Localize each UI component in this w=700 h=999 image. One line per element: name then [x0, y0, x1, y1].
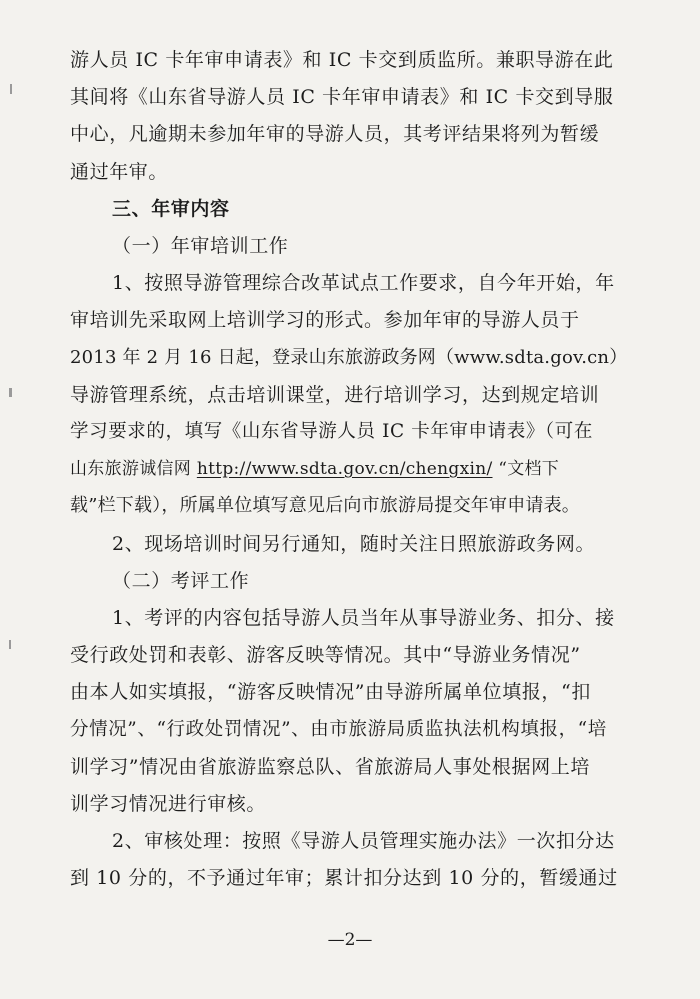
text-line	[70, 676, 700, 708]
text-line-content: 2013 年 2 月 16 日起，登录山东旅游政务网（www.sdta.gov.cn）	[70, 347, 628, 368]
text-line	[112, 267, 700, 299]
text-line-content: 训学习”情况由省旅游监察总队、省旅游局人事处根据网上培	[70, 756, 590, 778]
text-line	[70, 862, 700, 894]
text-line	[70, 304, 700, 336]
text-line	[70, 44, 670, 76]
subsection-heading-text: （一）年审培训工作	[112, 235, 289, 257]
section-heading-text: 三、年审内容	[112, 198, 230, 220]
text-line-content: 1、按照导游管理综合改革试点工作要求，自今年开始，年	[112, 272, 615, 294]
text-line-content: 训学习情况进行审核。	[70, 793, 267, 815]
section-heading	[112, 193, 700, 225]
text-line-content: 载”栏下载），所属单位填写意见后向市旅游局提交年审申请表。	[70, 495, 580, 516]
text-line-content: 通过年审。	[70, 161, 169, 183]
text-line	[70, 156, 700, 188]
text-line-content: 山东旅游诚信网	[70, 459, 192, 479]
page-number: —2—	[327, 930, 373, 950]
scan-mark	[9, 388, 12, 397]
text-line-content: 受行政处罚和表彰、游客反映等情况。其中“导游业务情况”	[70, 644, 581, 666]
text-line-content: 导游管理系统，点击培训课堂，进行培训学习，达到规定培训	[70, 384, 600, 406]
text-line-content: 中心，凡逾期未参加年审的导游人员，其考评结果将列为暂缓	[70, 123, 600, 145]
text-line-content: 游人员 IC 卡年审申请表》和 IC 卡交到质监所。兼职导游在此	[70, 49, 614, 71]
text-line	[70, 751, 700, 783]
subsection-heading-text: （二）考评工作	[112, 570, 250, 592]
text-line-content: 由本人如实填报，“游客反映情况”由导游所属单位填报，“扣	[70, 681, 591, 703]
chengxin-link[interactable]: http://www.sdta.gov.cn/chengxin/	[196, 459, 493, 479]
text-line-content: 学习要求的，填写《山东省导游人员 IC 卡年审申请表》（可在	[70, 421, 593, 442]
text-line-content: 1、考评的内容包括导游人员当年从事导游业务、扣分、接	[112, 607, 615, 629]
text-line-content: “文档下	[498, 459, 560, 479]
text-line	[70, 788, 700, 820]
text-line	[70, 342, 700, 374]
text-line	[70, 118, 700, 150]
text-line-content: 2、现场培训时间另行通知，随时关注日照旅游政务网。	[112, 533, 596, 555]
subsection-heading	[112, 230, 700, 262]
text-line-content: 审培训先采取网上培训学习的形式。参加年审的导游人员于	[70, 309, 580, 331]
text-line	[70, 416, 700, 448]
text-line	[70, 639, 700, 671]
text-line	[112, 528, 700, 560]
text-line	[112, 602, 700, 634]
text-line-content: 到 10 分的，不予通过年审；累计扣分达到 10 分的，暂缓通过	[70, 867, 618, 889]
text-line	[70, 81, 700, 113]
text-line-content: 分情况”、“行政处罚情况”、由市旅游局质监执法机构填报，“培	[70, 719, 607, 740]
text-line-content: 其间将《山东省导游人员 IC 卡年审申请表》和 IC 卡交到导服	[70, 86, 614, 108]
text-line	[70, 490, 700, 522]
scan-mark	[9, 640, 11, 649]
text-line	[70, 714, 700, 746]
text-line	[70, 453, 700, 485]
text-line	[112, 825, 700, 857]
text-line	[70, 379, 700, 411]
scan-mark	[10, 84, 12, 94]
text-line-content: 2、审核处理：按照《导游人员管理实施办法》一次扣分达	[112, 830, 615, 852]
subsection-heading	[112, 565, 700, 597]
